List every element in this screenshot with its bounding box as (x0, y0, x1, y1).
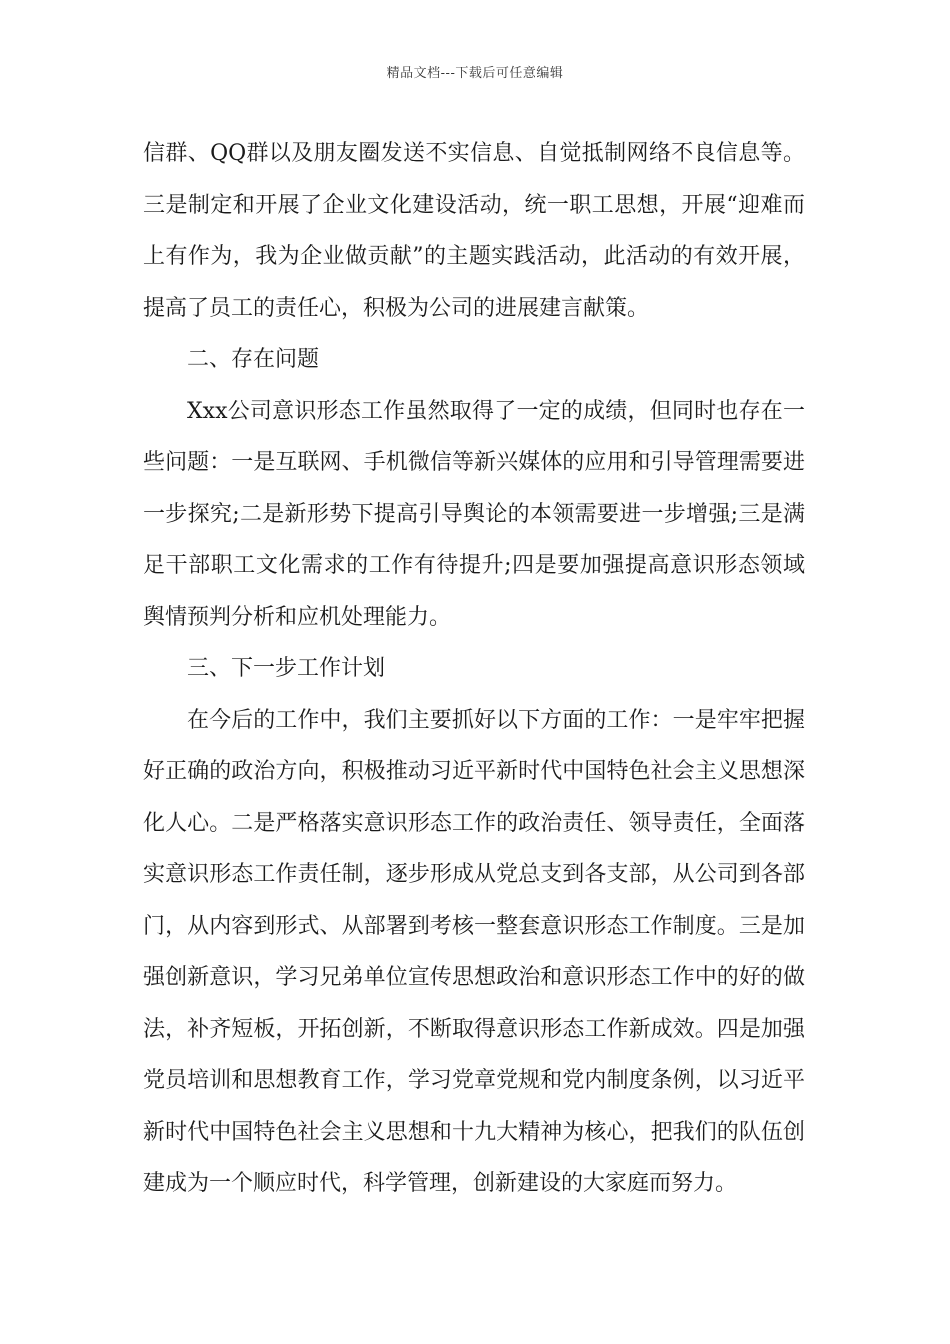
document-body (143, 128, 805, 1210)
page-header: 精品文档---下载后可任意编辑 (386, 66, 564, 81)
paragraph-problems: Xxx公司意识形态工作虽然取得了一定的成绩，但同时也存在一些问题：一是互联网、手机微信等新兴媒体的应用和引导管理需要进一步探究;二是新形势下提高引导舆论的本领需要进一步增强;三是满足干部职工文化需求的工作有待提升;四是要加强提高意识形态领域舆情预判分析和应机处理能力。 (143, 398, 805, 630)
section-heading-problems: 二、存在问题 (187, 347, 320, 372)
section-heading-next-steps: 三、下一步工作计划 (187, 656, 386, 681)
paragraph-continuation: 信群、QQ群以及朋友圈发送不实信息、自觉抵制网络不良信息等。三是制定和开展了企业文化建设活动，统一职工思想，开展“迎难而上有作为，我为企业做贡献”的主题实践活动，此活动的有效开展，提高了员工的责任心，积极为公司的进展建言献策。 (143, 141, 805, 321)
paragraph-next-steps: 在今后的工作中，我们主要抓好以下方面的工作：一是牢牢把握好正确的政治方向，积极推动习近平新时代中国特色社会主义思想深化人心。二是严格落实意识形态工作的政治责任、领导责任，全面落实意识形态工作责任制，逐步形成从党总支到各支部，从公司到各部门，从内容到形式、从部署到考核一整套意识形态工作制度。三是加强创新意识，学习兄弟单位宣传思想政治和意识形态工作中的好的做法，补齐短板，开拓创新，不断取得意识形态工作新成效。四是加强党员培训和思想教育工作，学习党章党规和党内制度条例，以习近平新时代中国特色社会主义思想和十九大精神为核心，把我们的队伍创建成为一个顺应时代，科学管理，创新建设的大家庭而努力。 (143, 707, 805, 1196)
